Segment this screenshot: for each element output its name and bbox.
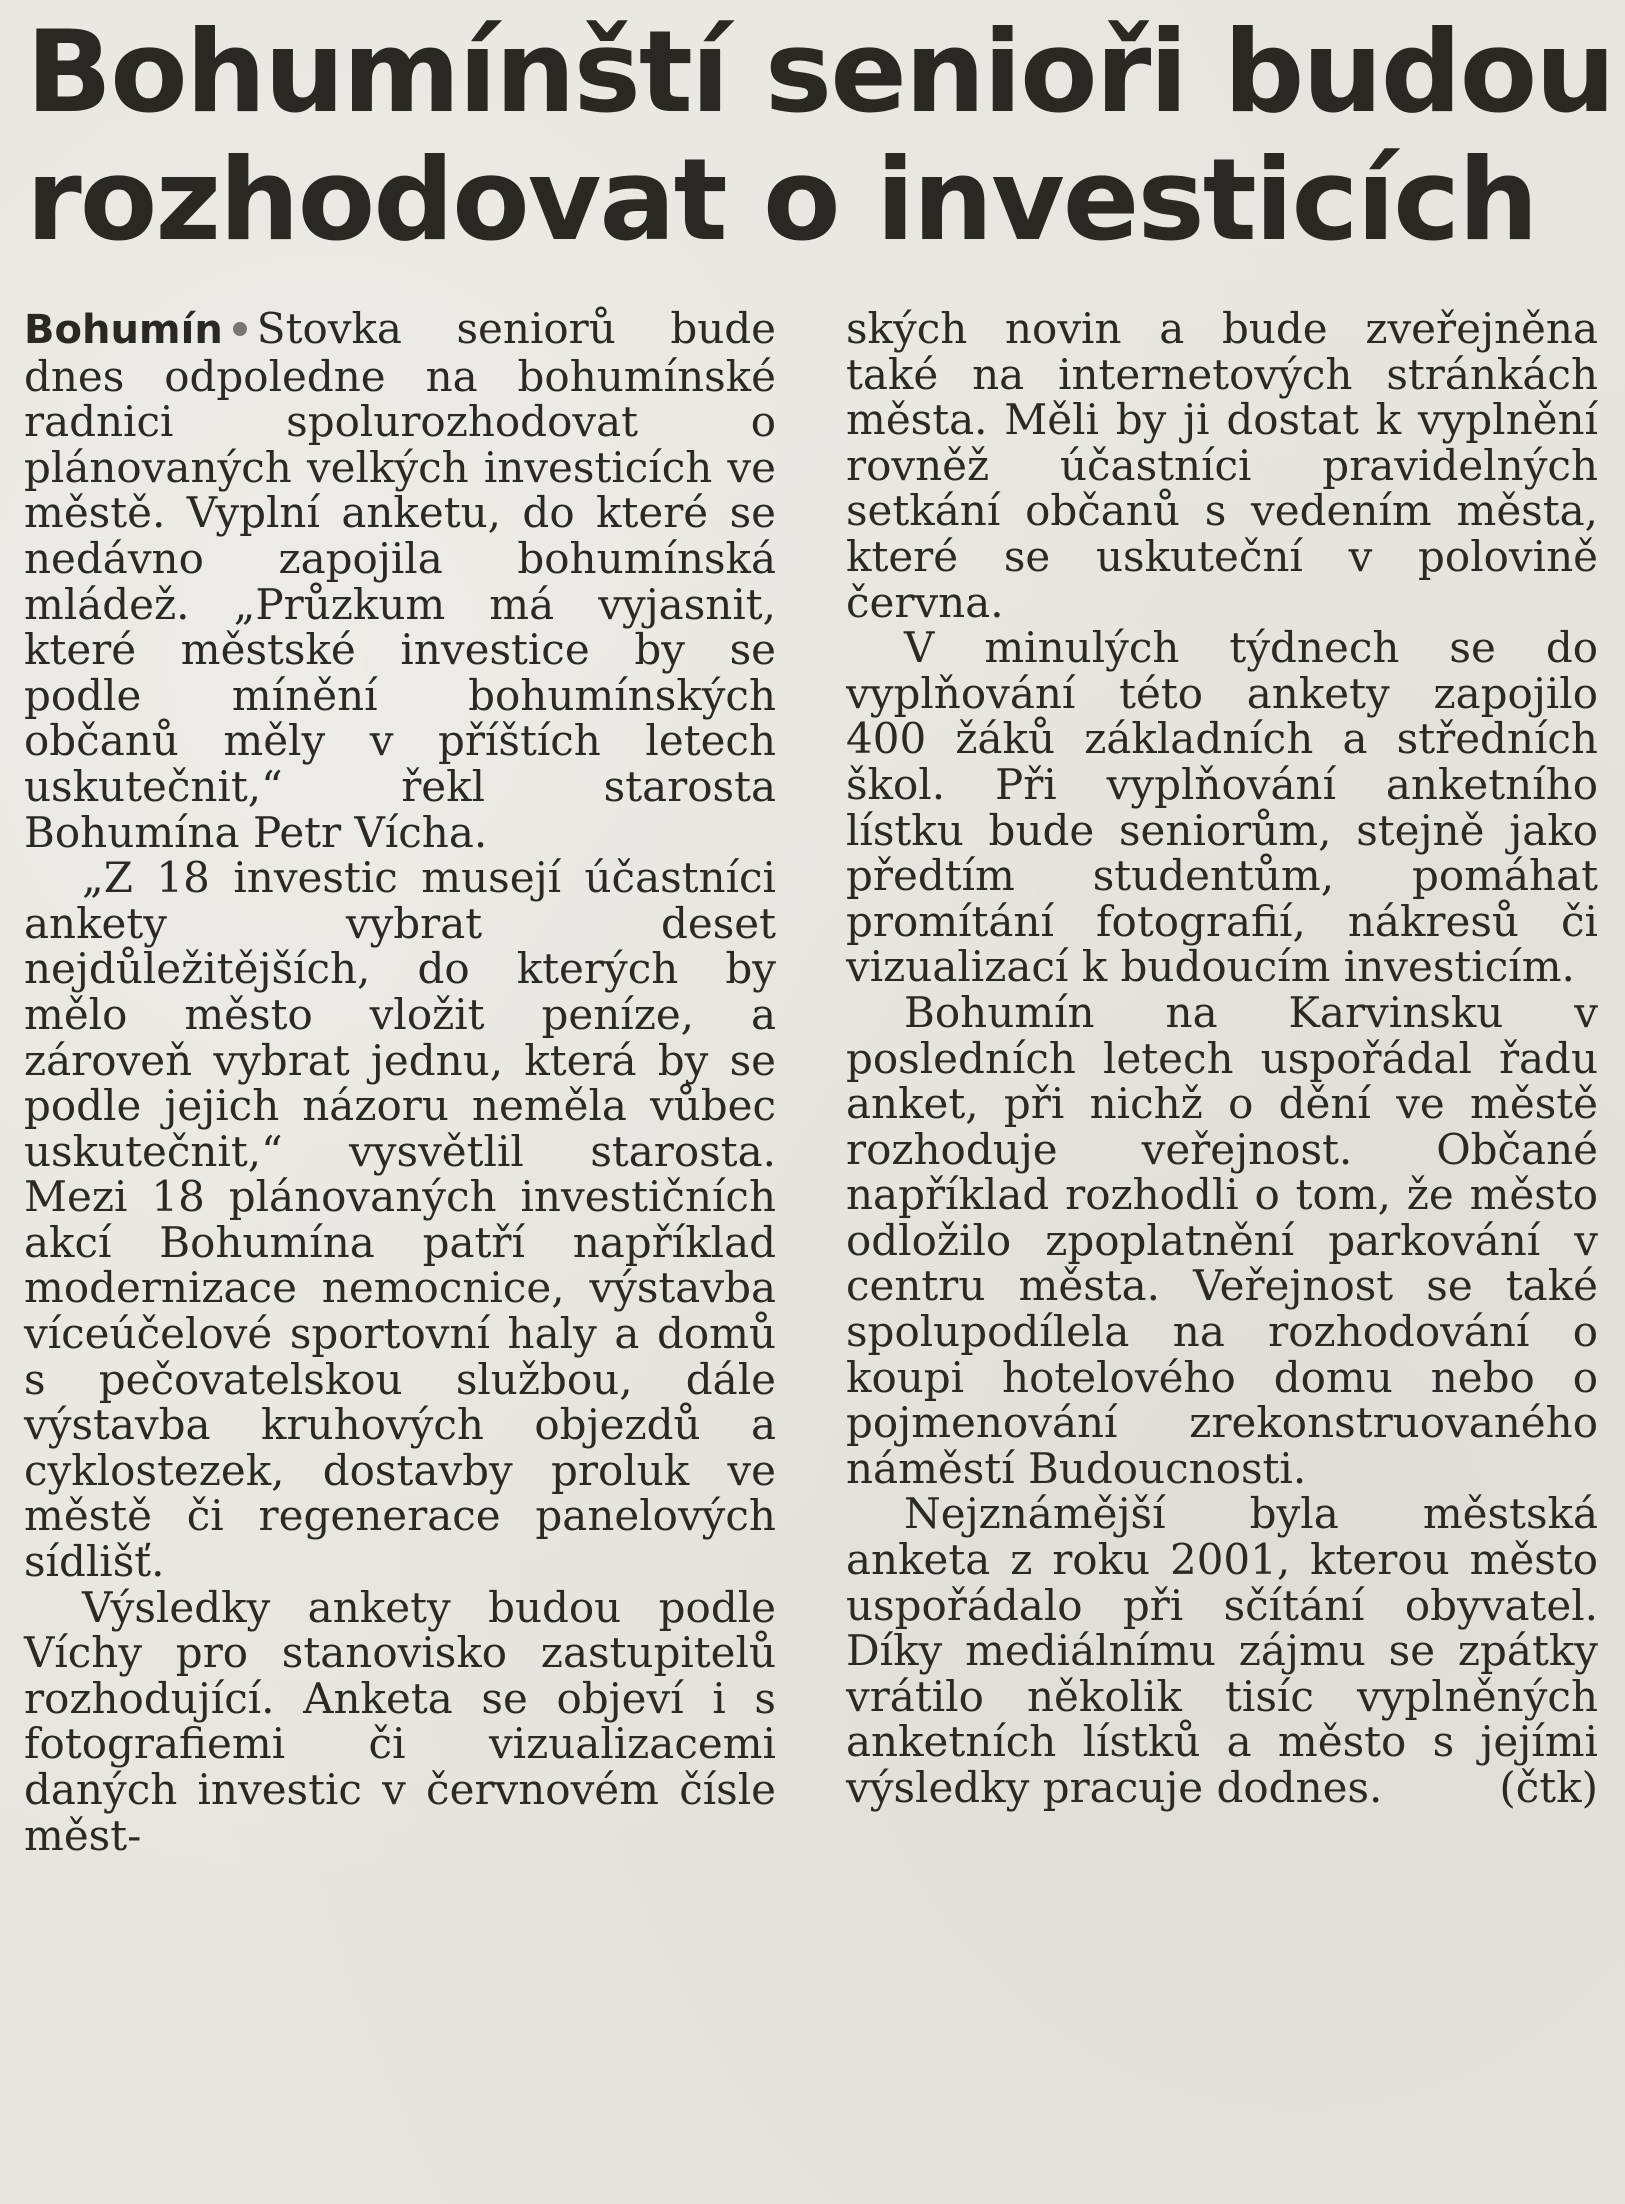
paragraph-last bbox=[846, 1491, 1598, 1810]
paragraph: ských novin a bude zveřejněna také na internetových stránkách města. Měli by ji dostat k vyplnění rovněž účastníci pravidelných setkání občanů s vedením města, které se uskuteční v polovině června. bbox=[846, 304, 1598, 627]
paragraph: Bohumín na Karvinsku v posledních letech uspořádal řadu anket, při nichž o dění ve městě rozhoduje veřejnost. Občané například rozhodli o tom, že město odložilo zpoplatnění parkování v centru města. Veřejnost se také spolupodílela na rozhodování o koupi hotelového domu nebo o pojmenování zrekonstruovaného náměstí Budoucnosti. bbox=[846, 987, 1598, 1493]
paragraph: „Z 18 investic musejí účastníci ankety vybrat deset nejdůležitějších, do kterých by mělo město vložit peníze, a zároveň vybrat jednu, která by se podle jejich názoru neměla vůbec uskutečnit,“ vysvětlil starosta. Mezi 18 plánovaných investičních akcí Bohumína patří například modernizace nemocnice, výstavba víceúčelové sportovní haly a domů s pečovatelskou službou, dále výstavba kruhových objezdů a cyklostezek, dostavby proluk ve městě či regenerace panelových sídlišť. bbox=[24, 853, 776, 1587]
author-signature: (čtk) bbox=[1499, 1763, 1598, 1812]
paragraph: V minulých týdnech se do vyplňování této ankety zapojilo 400 žáků základních a středních škol. Při vyplňování anketního lístku bude seniorům, stejně jako předtím studentům, pomáhat promítání fotografií, nákresů či vizualizací k budoucím investicím. bbox=[846, 623, 1598, 992]
paragraph: Výsledky ankety budou podle Víchy pro stanovisko zastupitelů rozhodující. Anketa se objeví i s fotografiemi či vizualizacemi daných investic v červnovém čísle měst- bbox=[24, 1582, 776, 1860]
headline-line-2: rozhodovat o investicích bbox=[26, 134, 1537, 266]
lead-text: Stovka seniorů bude dnes odpoledne na bohumínské radnici spolurozhodovat o plánovaných velkých investicích ve městě. Vyplní anketu, do které se nedávno zapojila bohumínská mládež. „Průzkum má vyjasnit, které městské investice by se podle mínění bohumínských občanů měly v příštích letech uskutečnit,“ řekl starosta Bohumína Petr Vícha. bbox=[24, 304, 776, 857]
last-paragraph-text: Nejznámější byla městská anketa z roku 2001, kterou město uspořádalo při sčítání obyvatel. Díky mediálnímu zájmu se zpátky vrátilo několik tisíc vyplněných anketních lístků a město s jejími výsledky pracuje dodnes. bbox=[846, 1489, 1598, 1812]
article-headline bbox=[26, 6, 1614, 266]
article-column-right bbox=[846, 306, 1598, 1811]
bullet-icon bbox=[233, 322, 247, 336]
headline-line-1: Bohumínští senioři budou bbox=[26, 6, 1614, 138]
paragraph-lead bbox=[24, 306, 776, 855]
article-column-left bbox=[24, 306, 776, 1858]
dateline: Bohumín bbox=[24, 307, 223, 353]
